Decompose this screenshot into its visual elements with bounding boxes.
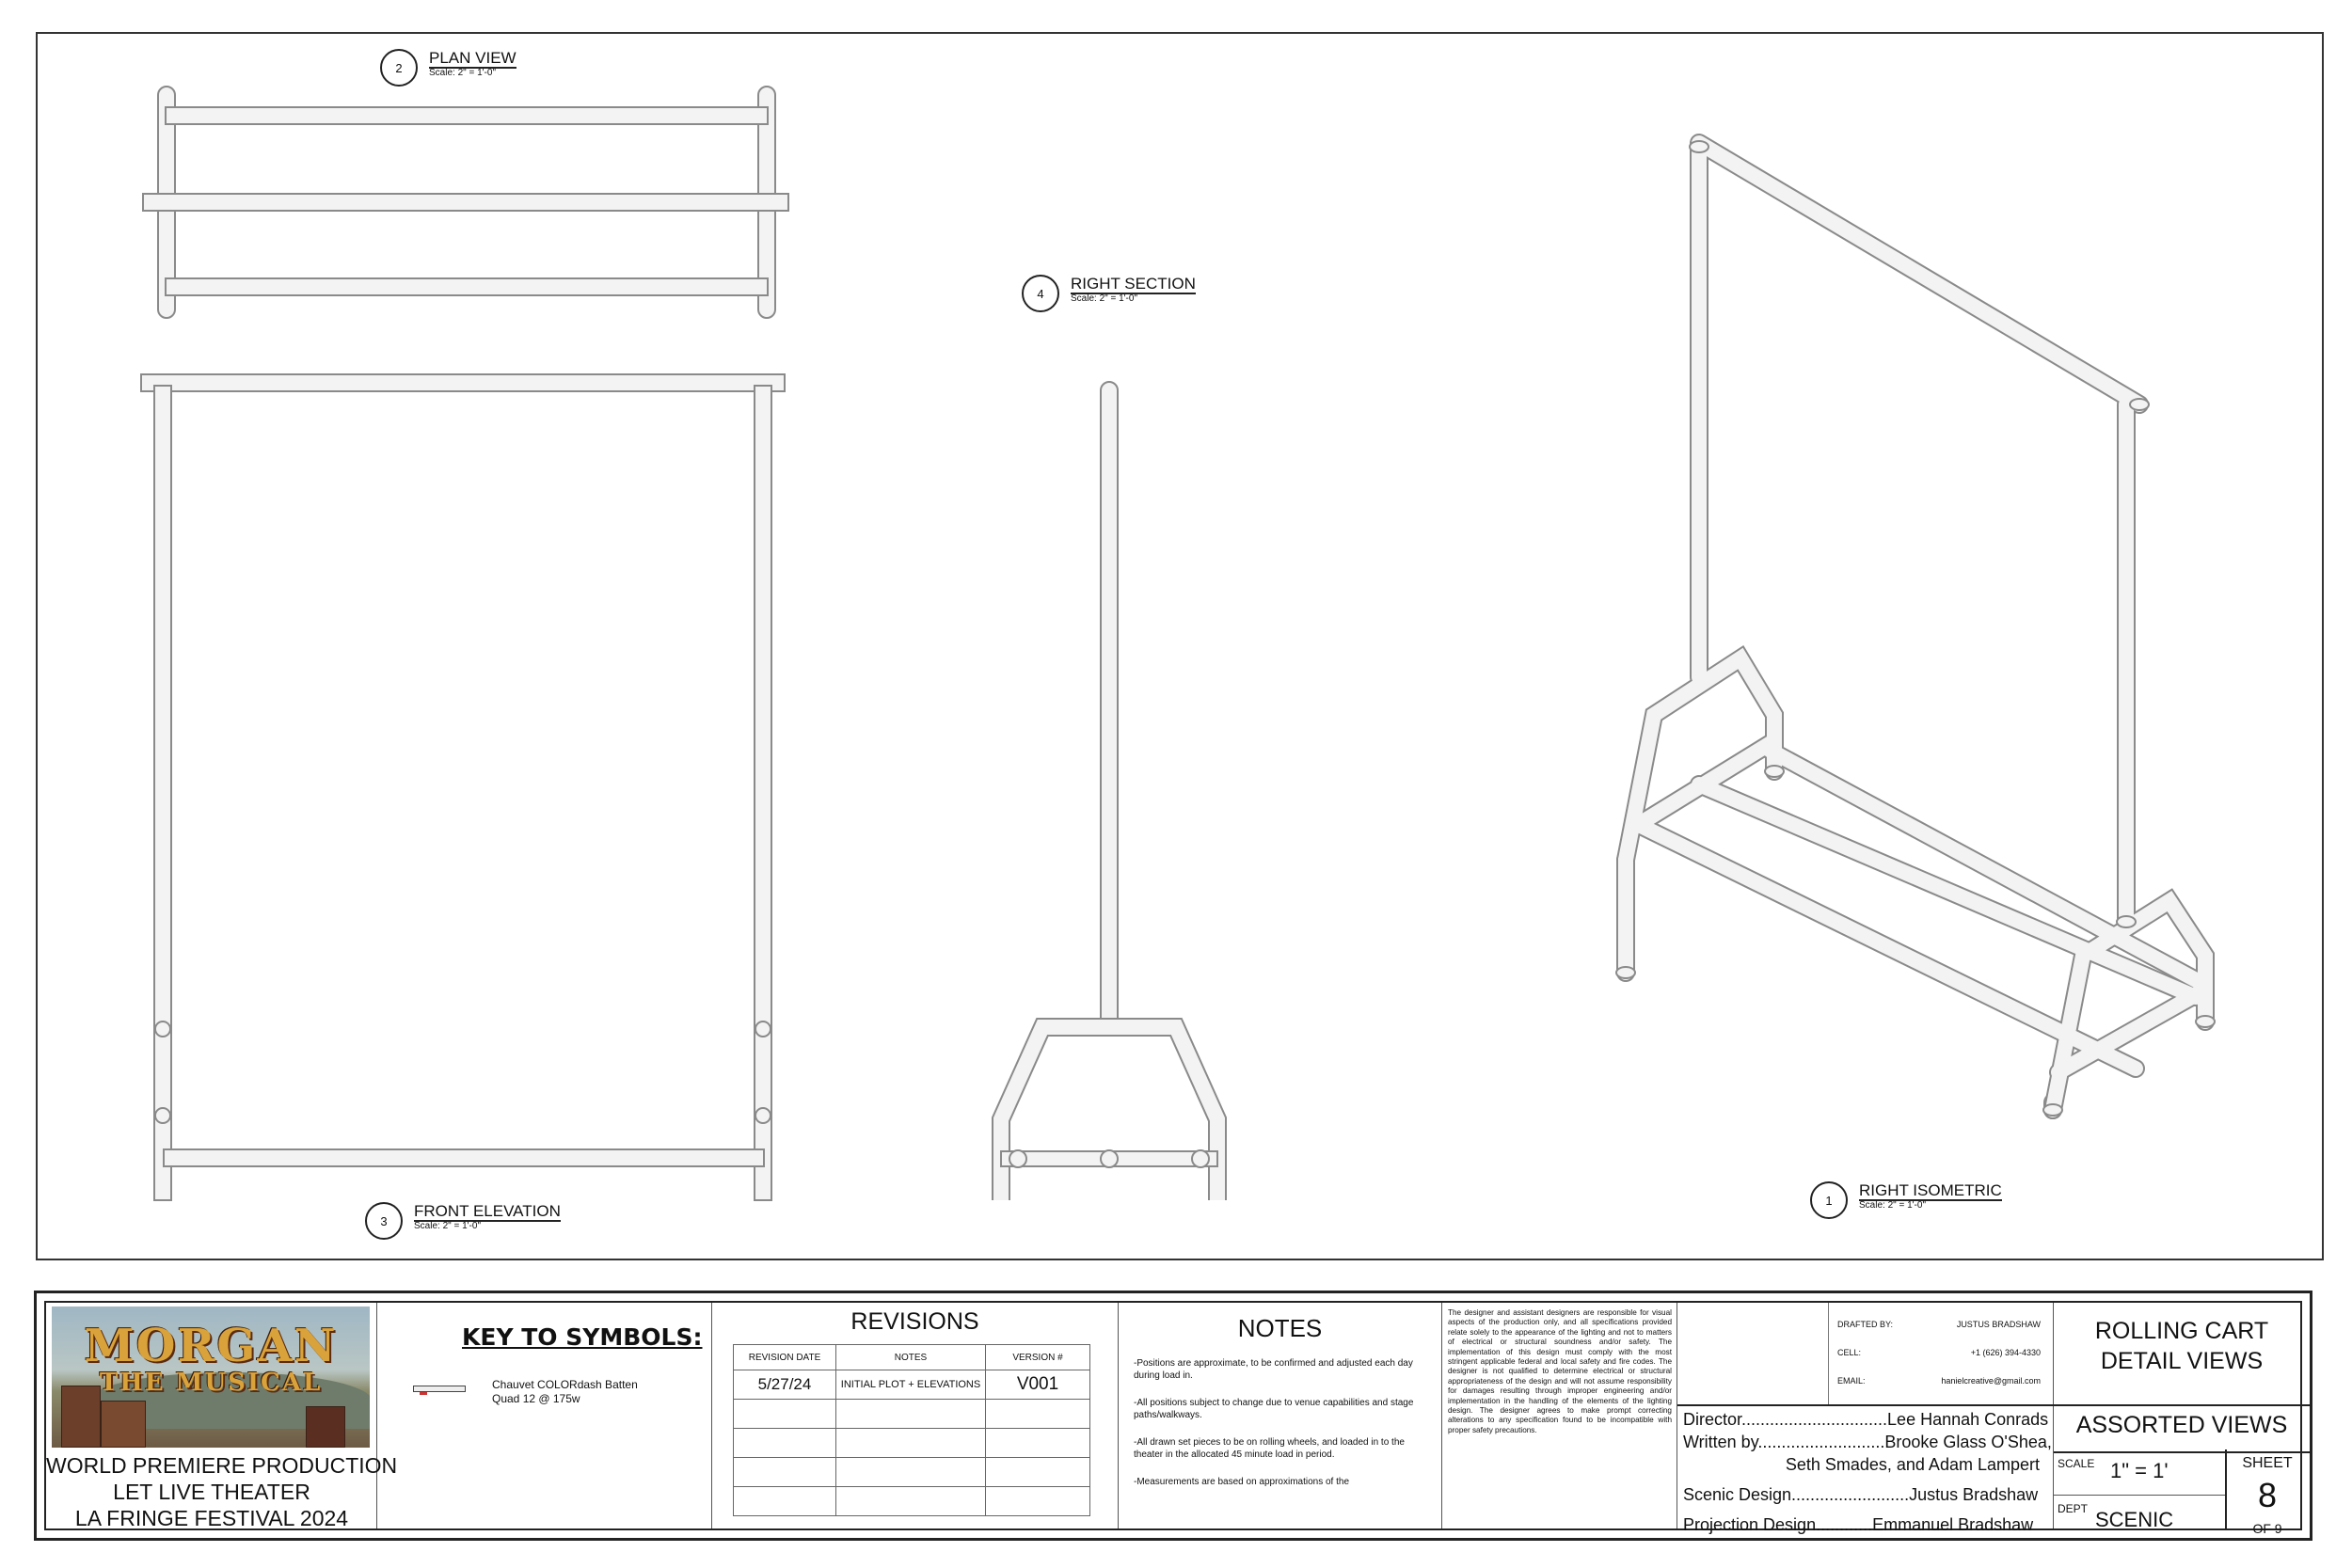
show-logo-subtitle: THE MUSICAL xyxy=(99,1369,323,1397)
view-number-bubble: 2 xyxy=(380,49,418,87)
revision-version xyxy=(986,1429,1090,1458)
production-line-2: LET LIVE THEATER xyxy=(113,1480,310,1504)
poster-building xyxy=(101,1401,146,1448)
notes-section xyxy=(1119,1303,1442,1528)
view-number-bubble: 4 xyxy=(1022,275,1059,312)
right-section-drawing xyxy=(1001,382,1217,1200)
disclaimer-section xyxy=(1442,1303,1677,1528)
sheet-title-line-1: ROLLING CART xyxy=(2094,1318,2269,1344)
title-block-inner xyxy=(44,1301,2302,1536)
revision-notes xyxy=(836,1400,986,1429)
view-title: RIGHT SECTION xyxy=(1071,275,1196,293)
revision-date xyxy=(734,1458,836,1487)
dept-value: SCENIC xyxy=(2095,1508,2174,1531)
contact-divider xyxy=(1828,1303,1829,1404)
disclaimer-text: The designer and assistant designers are responsible for visual aspects of the production only, and all specifications provided relate solely to the appearance of the lighting and not to matters of electrical or structural soundness and/or safety. The implementation of this design must comply with the most stringent applicable federal and local safety and fire codes. The designer is not qualified to determine electrical or structural appropriateness of the design and will not assume responsibility for damages resulting through improper engineering and/or implementation in the handling of the elements of the lighting design. The designer agrees to make prompt correcting alterations to any specification found to be incompatible with proper safety precautions. xyxy=(1448,1308,1672,1434)
right-isometric-drawing xyxy=(1616,141,2215,1116)
view-number-bubble: 3 xyxy=(365,1202,403,1240)
revisions-section xyxy=(712,1303,1119,1528)
view-number-bubble: 1 xyxy=(1810,1181,1848,1219)
key-item-line-2: Quad 12 @ 175w xyxy=(492,1392,580,1405)
column-header: VERSION # xyxy=(986,1345,1090,1370)
view-title: PLAN VIEW xyxy=(429,49,516,67)
revision-version xyxy=(986,1458,1090,1487)
table-header-row xyxy=(734,1345,1090,1370)
front-elevation-drawing xyxy=(141,374,785,1200)
poster-building xyxy=(306,1406,345,1448)
note-item: -Measurements are based on approximations of the xyxy=(1134,1477,1350,1487)
contact-box xyxy=(1677,1303,2054,1406)
sheet-number: 8 xyxy=(2257,1476,2278,1514)
credit-director: Director...............................Lee Hannah Conrads xyxy=(1683,1410,2049,1429)
cell-value: +1 (626) 394-4330 xyxy=(1970,1348,2041,1357)
table-row xyxy=(734,1400,1090,1429)
production-section xyxy=(46,1303,398,1530)
title-block xyxy=(34,1291,2312,1541)
drafted-by-label: DRAFTED BY: xyxy=(1837,1320,1894,1329)
revision-notes xyxy=(836,1458,986,1487)
credit-scenic-design: Scenic Design.........................Justus Bradshaw xyxy=(1683,1485,2039,1504)
sheet-subtitle: ASSORTED VIEWS xyxy=(2075,1412,2288,1438)
revision-version xyxy=(986,1400,1090,1429)
revision-notes xyxy=(836,1487,986,1516)
view-scale: Scale: 2" = 1'-0" xyxy=(1859,1200,1926,1211)
view-scale: Scale: 2" = 1'-0" xyxy=(429,68,496,78)
production-line-1: WORLD PREMIERE PRODUCTION xyxy=(46,1453,398,1478)
credits-section xyxy=(1677,1303,2054,1534)
key-title: KEY TO SYMBOLS: xyxy=(462,1323,703,1351)
credit-projection-design: Projection Design............Emmanuel Bradshaw xyxy=(1683,1515,2034,1534)
revision-notes xyxy=(836,1429,986,1458)
column-header: REVISION DATE xyxy=(734,1345,836,1370)
batten-light-symbol-icon xyxy=(413,1386,466,1392)
scale-dept-divider xyxy=(2054,1495,2225,1496)
note-item: -All positions subject to change due to venue capabilities and stage paths/walkways. xyxy=(1134,1398,1414,1420)
credit-written-by-continued: Seth Smades, and Adam Lampert xyxy=(1785,1455,2040,1474)
view-title: FRONT ELEVATION xyxy=(414,1202,561,1220)
dept-label: DEPT xyxy=(2058,1502,2089,1515)
revision-date xyxy=(734,1400,836,1429)
table-row xyxy=(734,1370,1090,1400)
notes-title: NOTES xyxy=(1237,1314,1323,1342)
drafted-by-value: JUSTUS BRADSHAW xyxy=(1956,1320,2041,1329)
column-header: NOTES xyxy=(836,1345,986,1370)
scale-value: 1" = 1' xyxy=(2110,1459,2169,1482)
show-logo-image xyxy=(52,1307,370,1448)
note-item: -Positions are approximate, to be confirmed and adjusted each day during load in. xyxy=(1134,1358,1413,1381)
revision-date: 5/27/24 xyxy=(734,1370,836,1400)
view-scale: Scale: 2" = 1'-0" xyxy=(1071,293,1137,304)
table-row xyxy=(734,1487,1090,1516)
sheet-of-total: OF 9 xyxy=(2252,1521,2282,1536)
sheet-subtitle-box xyxy=(2054,1404,2310,1453)
email-label: EMAIL: xyxy=(1837,1376,1866,1386)
table-row xyxy=(734,1429,1090,1458)
revision-date xyxy=(734,1429,836,1458)
revisions-table xyxy=(733,1344,1090,1516)
revision-notes: INITIAL PLOT + ELEVATIONS xyxy=(836,1370,986,1400)
sheet-title-line-2: DETAIL VIEWS xyxy=(2100,1348,2264,1374)
email-value: hanielcreative@gmail.com xyxy=(1941,1376,2041,1386)
sheet-label: SHEET xyxy=(2242,1455,2293,1471)
key-to-symbols-section xyxy=(377,1303,712,1528)
revision-version: V001 xyxy=(986,1370,1090,1400)
view-title: RIGHT ISOMETRIC xyxy=(1859,1181,2002,1199)
plan-view-drawing xyxy=(143,87,788,318)
scale-label: SCALE xyxy=(2058,1457,2095,1470)
sheet-title xyxy=(2054,1316,2310,1376)
view-scale: Scale: 2" = 1'-0" xyxy=(414,1221,481,1231)
revision-date xyxy=(734,1487,836,1516)
production-line-3: LA FRINGE FESTIVAL 2024 xyxy=(74,1506,349,1530)
sheet-info-section xyxy=(2054,1303,2310,1536)
table-row xyxy=(734,1458,1090,1487)
show-logo-title: MORGAN xyxy=(84,1320,338,1372)
revision-version xyxy=(986,1487,1090,1516)
key-item-text xyxy=(492,1378,638,1406)
cell-label: CELL: xyxy=(1837,1348,1862,1357)
note-item: -All drawn set pieces to be on rolling wheels, and loaded in to the theater in the allocated 45 minute load in period. xyxy=(1134,1437,1405,1460)
key-item-line-1: Chauvet COLORdash Batten xyxy=(492,1378,638,1391)
credit-written-by: Written by...........................Brooke Glass O'Shea, xyxy=(1683,1433,2052,1451)
revisions-title: REVISIONS xyxy=(850,1308,979,1335)
